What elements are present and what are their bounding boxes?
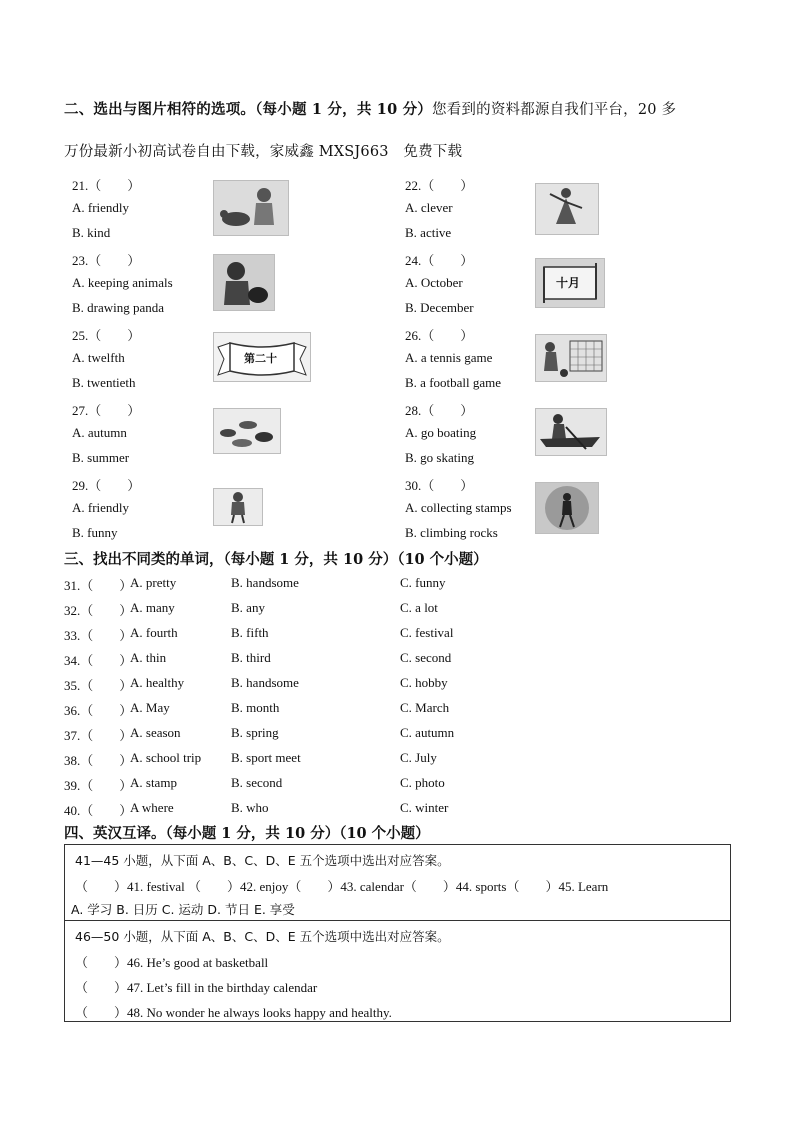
part2-item-47: （ ）47. Let’s fill in the birthday calendar <box>75 980 318 995</box>
girl-dancing-illustration <box>536 184 598 234</box>
q25-picture-label: 第二十 <box>244 352 277 365</box>
q40-option-b: B. who <box>231 800 269 815</box>
q22-picture <box>535 183 599 235</box>
q23-option-a: A. keeping animals <box>72 275 173 290</box>
q32-option-c: C. a lot <box>400 600 438 615</box>
q25-option-a: A. twelfth <box>72 350 125 365</box>
q28-picture <box>535 408 607 456</box>
q24-option-a: A. October <box>405 275 463 290</box>
q21-picture <box>213 180 289 236</box>
q36-option-a: A. May <box>130 700 170 715</box>
q38-option-a: A. school trip <box>130 750 202 765</box>
q21-option-a: A. friendly <box>72 200 130 215</box>
q38-option-b: B. sport meet <box>231 750 301 765</box>
section2-title-line1 <box>64 98 676 119</box>
section2-title: 二、选出与图片相符的选项。（每小题 1 分，共 10 分） <box>64 101 433 118</box>
q28-option-a: A. go boating <box>405 425 477 440</box>
q37-option-c: C. autumn <box>400 725 455 740</box>
q30-picture <box>535 482 599 534</box>
q34-option-a: A. thin <box>130 650 167 665</box>
q37-option-b: B. spring <box>231 725 279 740</box>
girl-with-dog-illustration <box>214 181 288 235</box>
part1-items: （ ）41. festival （ ）42. enjoy（ ）43. calendar（ ）44. sports（ ）45. Learn <box>75 879 609 894</box>
q31-option-c: C. funny <box>400 575 446 590</box>
q36-option-c: C. March <box>400 700 450 715</box>
q36-option-b: B. month <box>231 700 280 715</box>
q26-option-b: B. a football game <box>405 375 502 390</box>
q33-option-c: C. festival <box>400 625 454 640</box>
q40-number: 40.（ ） <box>64 803 133 818</box>
q25-picture <box>213 332 311 382</box>
q29-number: 29.（ ） <box>72 478 141 493</box>
q32-option-b: B. any <box>231 600 265 615</box>
part2-item-48: （ ）48. No wonder he always looks happy and healthy. <box>75 1005 392 1020</box>
q22-option-b: B. active <box>405 225 452 240</box>
q21-number: 21.（ ） <box>72 178 141 193</box>
q35-option-b: B. handsome <box>231 675 299 690</box>
q39-option-a: A. stamp <box>130 775 177 790</box>
q24-picture <box>535 258 605 308</box>
q24-option-b: B. December <box>405 300 474 315</box>
q35-number: 35.（ ） <box>64 678 133 693</box>
q39-option-c: C. photo <box>400 775 445 790</box>
q35-option-c: C. hobby <box>400 675 448 690</box>
q40-option-c: C. winter <box>400 800 449 815</box>
q30-number: 30.（ ） <box>405 478 474 493</box>
q30-option-a: A. collecting stamps <box>405 500 512 515</box>
q31-option-b: B. handsome <box>231 575 299 590</box>
q32-number: 32.（ ） <box>64 603 133 618</box>
q22-number: 22.（ ） <box>405 178 474 193</box>
q39-option-b: B. second <box>231 775 283 790</box>
q26-number: 26.（ ） <box>405 328 474 343</box>
section2-title-line2: 万份最新小初高试卷自由下载，家威鑫 MXSJ663 免费下载 <box>64 144 463 160</box>
q26-option-a: A. a tennis game <box>405 350 493 365</box>
section4-title: 四、英汉互译。（每小题 1 分，共 10 分）（10 个小题） <box>64 825 430 842</box>
q26-picture <box>535 334 607 382</box>
q25-option-b: B. twentieth <box>72 375 136 390</box>
section3-title: 三、找出不同类的单词，（每小题 1 分，共 10 分）（10 个小题） <box>64 551 488 568</box>
q35-option-a: A. healthy <box>130 675 185 690</box>
q38-number: 38.（ ） <box>64 753 133 768</box>
q33-option-b: B. fifth <box>231 625 269 640</box>
boy-illustration <box>214 489 262 525</box>
q33-option-a: A. fourth <box>130 625 178 640</box>
section4-part1 <box>65 845 730 920</box>
q23-picture <box>213 254 275 311</box>
q37-option-a: A. season <box>130 725 181 740</box>
q31-option-a: A. pretty <box>130 575 177 590</box>
q24-number: 24.（ ） <box>405 253 474 268</box>
q29-option-a: A. friendly <box>72 500 130 515</box>
q30-option-b: B. climbing rocks <box>405 525 498 540</box>
q38-option-c: C. July <box>400 750 437 765</box>
q29-picture <box>213 488 263 526</box>
part2-intro: 46—50 小题，从下面 A、B、C、D、E 五个选项中选出对应答案。 <box>75 929 450 944</box>
rock-climbing-illustration <box>536 483 598 533</box>
section4-table <box>64 844 731 1022</box>
q23-option-b: B. drawing panda <box>72 300 165 315</box>
q29-option-b: B. funny <box>72 525 118 540</box>
part1-options: A. 学习 B. 日历 C. 运动 D. 节日 E. 享受 <box>71 902 295 917</box>
q39-number: 39.（ ） <box>64 778 133 793</box>
q34-option-b: B. third <box>231 650 271 665</box>
q21-option-b: B. kind <box>72 225 111 240</box>
q33-number: 33.（ ） <box>64 628 133 643</box>
q34-number: 34.（ ） <box>64 653 133 668</box>
q36-number: 36.（ ） <box>64 703 133 718</box>
q25-number: 25.（ ） <box>72 328 141 343</box>
part2-item-46: （ ）46. He’s good at basketball <box>75 955 269 970</box>
part1-intro: 41—45 小题，从下面 A、B、C、D、E 五个选项中选出对应答案。 <box>75 853 450 868</box>
q24-picture-label: 十月 <box>556 276 581 290</box>
q40-option-a: A where <box>130 800 174 815</box>
fallen-leaves-illustration <box>214 409 280 453</box>
child-with-animal-illustration <box>214 255 274 310</box>
q27-option-b: B. summer <box>72 450 130 465</box>
q32-option-a: A. many <box>130 600 175 615</box>
q31-number: 31.（ ） <box>64 578 133 593</box>
section2-title-note: 您看到的资料都源自我们平台，20 多 <box>432 102 677 118</box>
football-goal-illustration <box>536 335 606 381</box>
q28-option-b: B. go skating <box>405 450 474 465</box>
boating-illustration <box>536 409 606 455</box>
q37-number: 37.（ ） <box>64 728 133 743</box>
q27-option-a: A. autumn <box>72 425 127 440</box>
q27-picture <box>213 408 281 454</box>
q27-number: 27.（ ） <box>72 403 141 418</box>
section4-part2 <box>65 920 730 1021</box>
q34-option-c: C. second <box>400 650 452 665</box>
q22-option-a: A. clever <box>405 200 453 215</box>
q28-number: 28.（ ） <box>405 403 474 418</box>
q23-number: 23.（ ） <box>72 253 141 268</box>
